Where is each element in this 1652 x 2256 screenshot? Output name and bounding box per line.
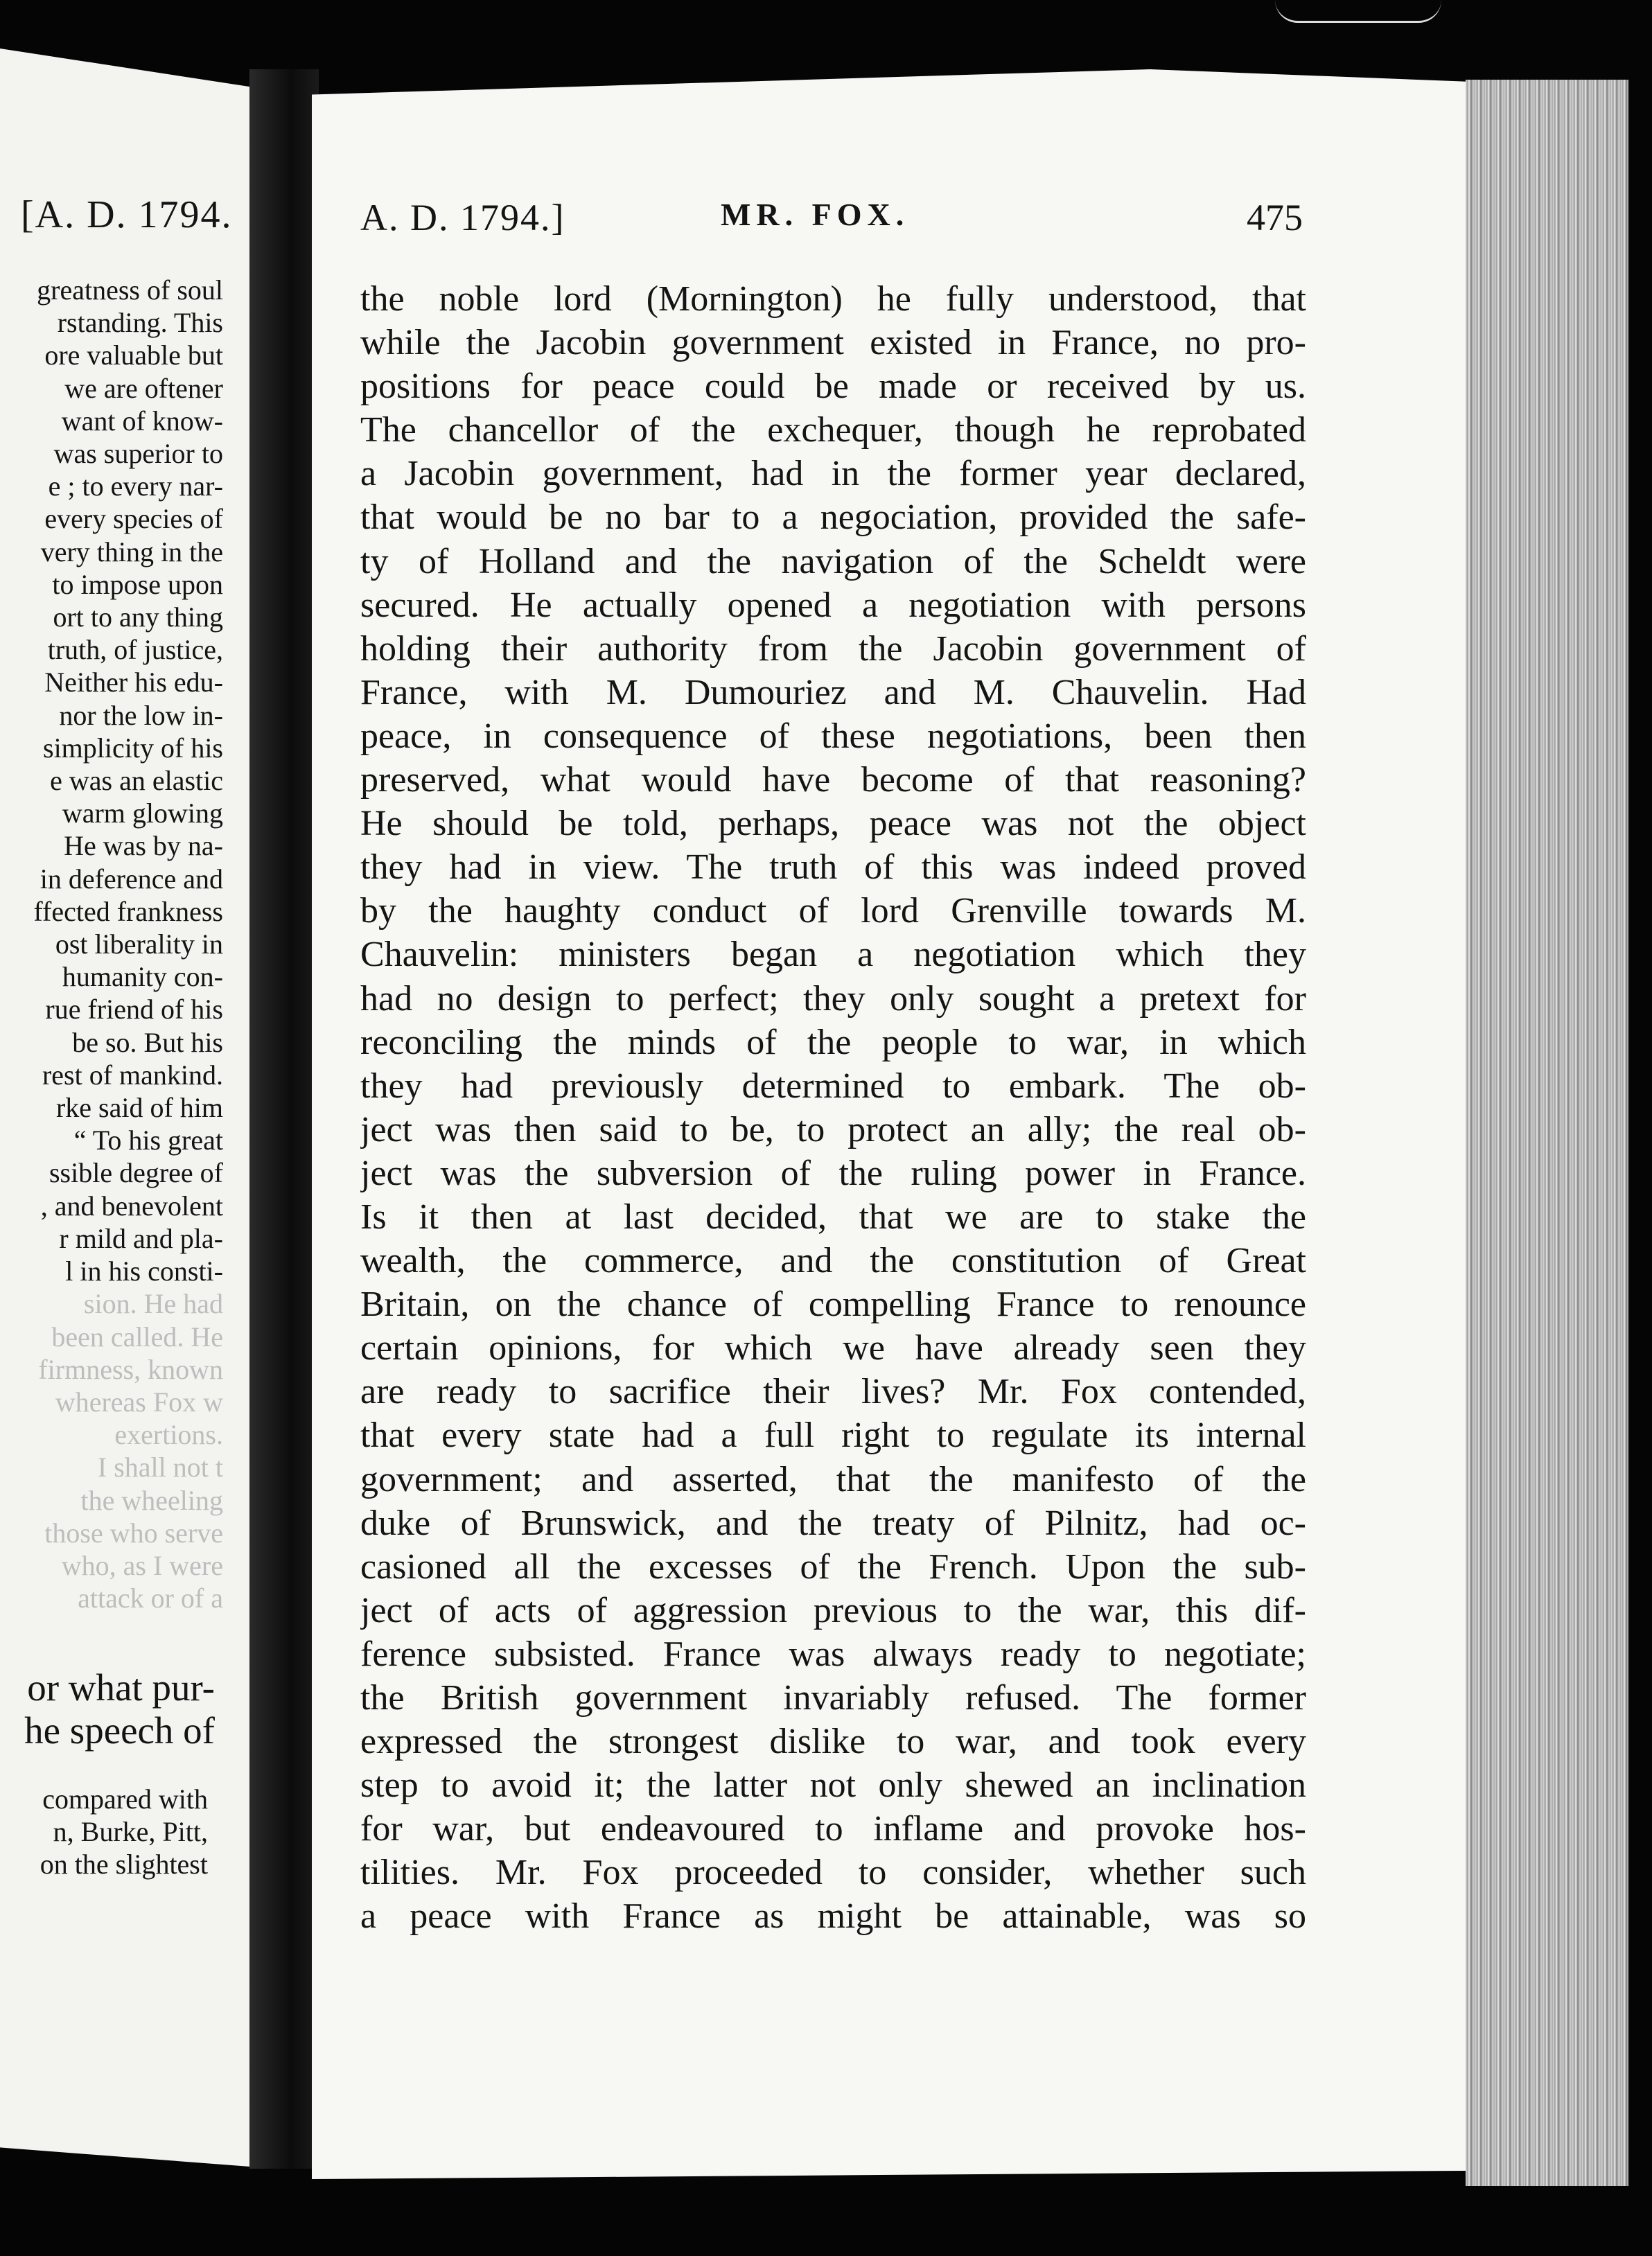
left-page-line: warm glowing: [62, 797, 223, 829]
body-line: Is it then at last decided, that we are to stake the: [360, 1197, 1306, 1237]
left-page-line: He was by na-: [64, 830, 223, 862]
running-head-year: A. D. 1794.]: [360, 197, 565, 238]
left-page-line: truth, of justice,: [47, 634, 223, 666]
page-number: 475: [1247, 197, 1303, 238]
left-page-large-line: or what pur-: [27, 1666, 215, 1709]
left-page-line: ost liberality in: [55, 928, 223, 960]
left-page-line: very thing in the: [40, 536, 223, 567]
left-page-text: [0, 274, 223, 1614]
body-line: while the Jacobin government existed in France, no pro-: [360, 323, 1306, 363]
left-page-large-line: he speech of: [24, 1709, 215, 1752]
left-page-faint-line: been called. He: [51, 1321, 223, 1352]
left-page-faint-line: firmness, known: [38, 1353, 223, 1385]
left-page-faint-line: whereas Fox w: [55, 1386, 223, 1418]
body-line: they had previously determined to embark. The ob-: [360, 1066, 1306, 1106]
left-page-line: ore valuable but: [44, 340, 223, 371]
body-line: He should be told, perhaps, peace was not the object: [360, 804, 1306, 844]
left-page-line: r mild and pla-: [59, 1222, 223, 1254]
left-page-line: , and benevolent: [40, 1190, 223, 1222]
body-line: casioned all the excesses of the French. Upon the sub-: [360, 1546, 1306, 1587]
body-line: ference subsisted. France was always ready to negotiate;: [360, 1634, 1306, 1674]
body-line: preserved, what would have become of that reasoning?: [360, 760, 1306, 800]
body-line: Chauvelin: ministers began a negotiation which they: [360, 935, 1306, 975]
left-page-small-text: [0, 1783, 208, 1880]
body-line: for war, but endeavoured to inflame and provoke hos-: [360, 1809, 1306, 1849]
left-page-faint-line: who, as I were: [61, 1549, 223, 1581]
body-line: certain opinions, for which we have already seen they: [360, 1328, 1306, 1368]
body-line: expressed the strongest dislike to war, and took every: [360, 1722, 1306, 1762]
left-page-small-line: n, Burke, Pitt,: [53, 1816, 208, 1847]
left-page-faint-line: exertions.: [114, 1419, 223, 1451]
body-line: peace, in consequence of these negotiations, been then: [360, 716, 1306, 756]
left-page-faint-line: attack or of a: [78, 1583, 223, 1614]
left-running-head: [A. D. 1794.: [21, 193, 233, 236]
left-page-line: e was an elastic: [50, 765, 223, 797]
left-page-line: every species of: [44, 503, 223, 535]
body-line: the noble lord (Mornington) he fully understood, that: [360, 279, 1306, 319]
left-page-faint-line: I shall not t: [97, 1452, 223, 1483]
left-page-line: ort to any thing: [53, 601, 223, 633]
left-page-faint-line: those who serve: [44, 1517, 223, 1549]
left-page-line: rest of mankind.: [42, 1059, 223, 1091]
left-page-line: Neither his edu-: [44, 667, 223, 698]
body-line: government; and asserted, that the manifesto of the: [360, 1459, 1306, 1499]
left-page-line: be so. But his: [72, 1026, 223, 1058]
body-line: they had in view. The truth of this was indeed proved: [360, 847, 1306, 888]
running-head: [360, 196, 1303, 240]
left-page-small-line: compared with: [42, 1783, 208, 1815]
left-page-line: rue friend of his: [45, 994, 223, 1025]
left-page-line: “ To his great: [73, 1125, 223, 1156]
left-page-faint-line: sion. He had: [83, 1288, 223, 1320]
left-page-line: rke said of him: [55, 1092, 223, 1124]
left-page-line: rstanding. This: [57, 307, 223, 339]
left-page-line: to impose upon: [52, 568, 223, 600]
body-line: holding their authority from the Jacobin government of: [360, 628, 1306, 669]
body-line: are ready to sacrifice their lives? Mr. Fox contended,: [360, 1372, 1306, 1412]
left-page-faint-line: the wheeling: [80, 1484, 223, 1516]
body-line: a peace with France as might be attainable, was so: [360, 1896, 1306, 1937]
running-head-title: MR. FOX.: [721, 197, 910, 232]
body-line: had no design to perfect; they only sought a pretext for: [360, 978, 1306, 1019]
body-line: by the haughty conduct of lord Grenville towards M.: [360, 891, 1306, 931]
body-line: the British government invariably refused. The former: [360, 1678, 1306, 1718]
left-page-line: e ; to every nar-: [48, 470, 223, 502]
body-line: ject was then said to be, to protect an ally; the real ob-: [360, 1109, 1306, 1149]
body-text: [360, 277, 1306, 1939]
body-line: positions for peace could be made or received by us.: [360, 367, 1306, 407]
left-page-large-text: [0, 1666, 215, 1752]
body-line: duke of Brunswick, and the treaty of Pilnitz, had oc-: [360, 1503, 1306, 1543]
body-line: step to avoid it; the latter not only shewed an inclination: [360, 1765, 1306, 1806]
body-line: ty of Holland and the navigation of the Scheldt were: [360, 541, 1306, 581]
body-line: ject of acts of aggression previous to the war, this dif-: [360, 1590, 1306, 1630]
left-page-line: greatness of soul: [37, 274, 223, 306]
body-line: wealth, the commerce, and the constitution of Great: [360, 1241, 1306, 1281]
left-page-line: we are oftener: [64, 372, 223, 404]
page-fore-edge: [1466, 80, 1628, 2186]
left-page-line: ssible degree of: [49, 1157, 223, 1189]
left-page-line: l in his consti-: [65, 1255, 223, 1287]
body-line: that every state had a full right to regulate its internal: [360, 1416, 1306, 1456]
body-line: reconciling the minds of the people to war, in which: [360, 1022, 1306, 1062]
paper-scrap: [1275, 0, 1441, 23]
book-gutter: [249, 69, 319, 2169]
body-line: that would be no bar to a negociation, provided the safe-: [360, 497, 1306, 538]
body-line: Britain, on the chance of compelling France to renounce: [360, 1285, 1306, 1325]
left-page-line: was superior to: [53, 438, 223, 470]
left-page-small-line: on the slightest: [39, 1849, 208, 1880]
body-line: ject was the subversion of the ruling power in France.: [360, 1153, 1306, 1193]
body-line: secured. He actually opened a negotiation with persons: [360, 585, 1306, 625]
left-page-line: want of know-: [61, 405, 223, 437]
left-page-line: simplicity of his: [43, 732, 223, 764]
left-page-line: humanity con-: [62, 961, 223, 993]
body-line: The chancellor of the exchequer, though he reprobated: [360, 410, 1306, 450]
left-page-line: nor the low in-: [59, 699, 223, 731]
body-line: tilities. Mr. Fox proceeded to consider, whether such: [360, 1853, 1306, 1893]
left-page-line: ffected frankness: [33, 895, 223, 927]
body-line: France, with M. Dumouriez and M. Chauvelin. Had: [360, 672, 1306, 712]
body-line: a Jacobin government, had in the former year declared,: [360, 454, 1306, 494]
left-page-line: in deference and: [39, 863, 223, 895]
